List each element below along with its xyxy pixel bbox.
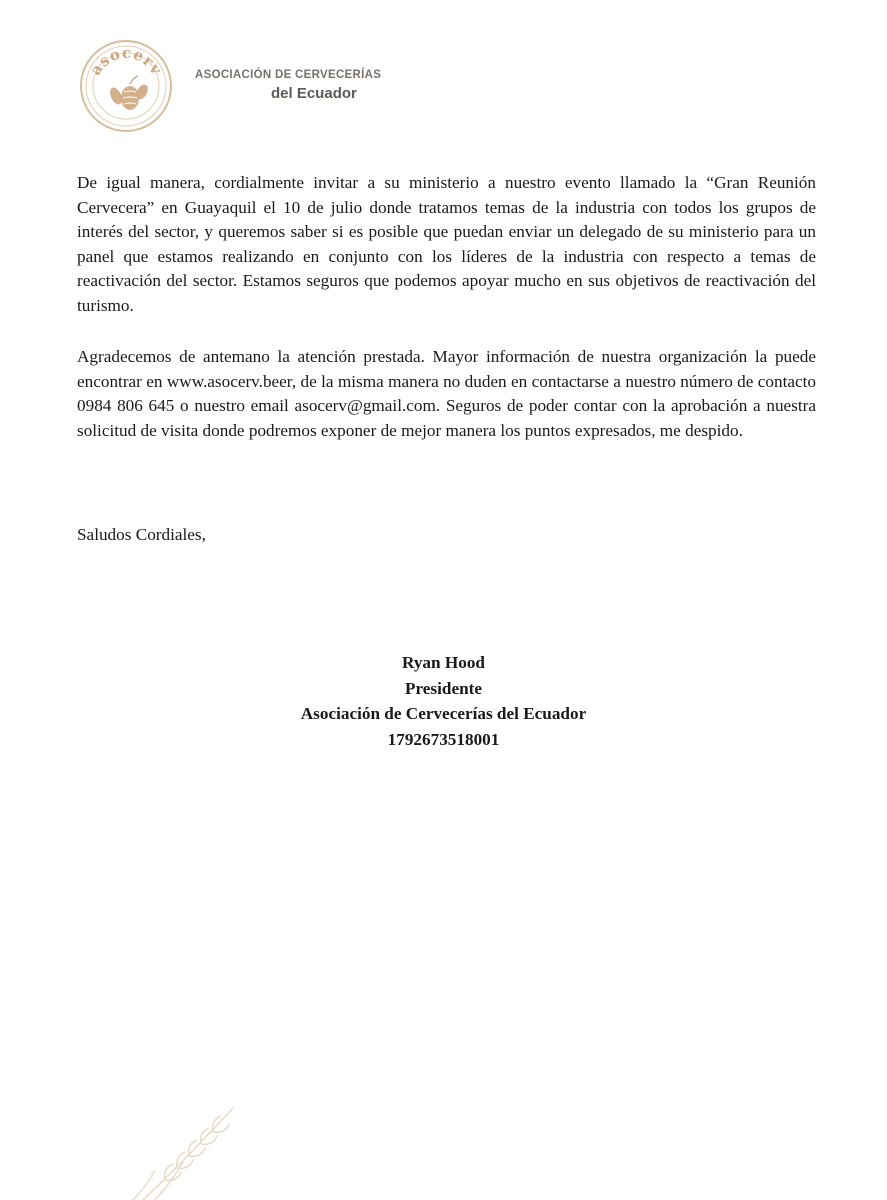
svg-text:asocerv: asocerv xyxy=(86,43,166,79)
asocerv-seal-logo xyxy=(78,38,174,134)
letterhead xyxy=(78,38,398,134)
wheat-watermark-icon xyxy=(125,1100,255,1200)
signer-name: Ryan Hood xyxy=(402,653,485,672)
org-name-line1: ASOCIACIÓN DE CERVECERÍAS xyxy=(195,69,382,81)
paragraph-contact-info: Agradecemos de antemano la atención prestada. Mayor información de nuestra organización la puede encontrar en www.asocerv.beer, de la misma manera no duden en contactarse a nuestro número de contacto 0984 806 645 o nuestro email asocerv@gmail.com. Seguros de poder contar con la aprobación a nuestra solicitud de visita donde podremos exponer de mejor manera los puntos expresados, me despido. xyxy=(77,347,816,440)
organization-name xyxy=(195,70,381,101)
signer-organization: Asociación de Cervecerías del Ecuador xyxy=(300,704,587,723)
closing-salutation: Saludos Cordiales, xyxy=(77,525,206,544)
signature-block xyxy=(0,650,887,752)
paragraph-invitation: De igual manera, cordialmente invitar a su ministerio a nuestro evento llamado la “Gran Reunión Cervecera” en Guayaquil el 10 de julio donde tratamos temas de la industria con todos los grupos de interés del sector, y queremos saber si es posible que puedan enviar un delegado de su ministerio para un panel que estamos realizando en conjunto con los líderes de la industria con respecto a temas de reactivación del sector. Estamos seguros que podemos apoyar mucho en sus objetivos de reactivación del turismo. xyxy=(77,173,816,315)
org-name-line2: del Ecuador xyxy=(271,84,357,102)
signer-ruc: 1792673518001 xyxy=(387,729,500,749)
signer-title: Presidente xyxy=(404,678,482,698)
